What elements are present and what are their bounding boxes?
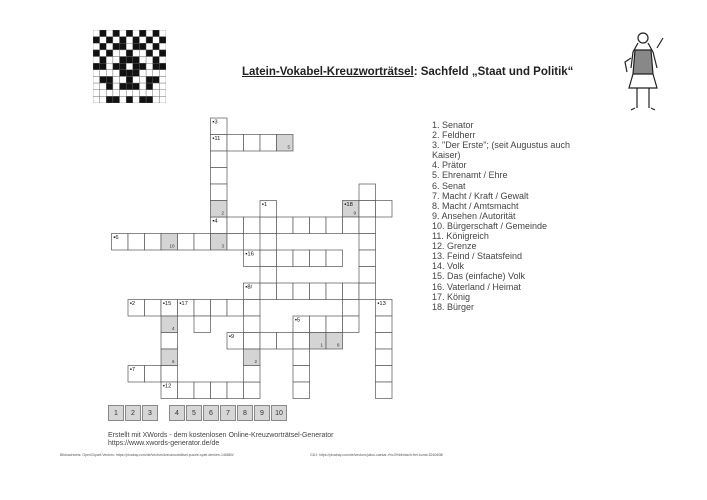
clue-item: 13. Feind / Staatsfeind [432,251,523,262]
crossword-cell[interactable] [376,349,393,366]
crossword-cell[interactable] [178,234,195,251]
clue-list [432,120,600,312]
solution-cell[interactable]: 9 [254,405,270,421]
crossword-cell[interactable] [260,333,277,350]
crossword-cell[interactable] [194,234,211,251]
crossword-cell[interactable] [293,283,310,300]
crossword-cell[interactable] [376,316,393,333]
crossword-cell[interactable] [260,234,277,251]
crossword-cell[interactable] [194,382,211,399]
crossword-cell[interactable] [326,283,343,300]
crossword-cell[interactable] [293,366,310,383]
solution-letter-label: 4 [171,326,175,331]
solution-letter-label: 8 [336,342,340,348]
crossword-cell[interactable] [293,349,310,366]
crossword-cell[interactable] [244,349,261,366]
crossword-cell[interactable] [376,366,393,383]
solution-cell[interactable]: 4 [169,405,185,421]
solution-letter-label: 9 [353,210,356,216]
crossword-cell[interactable] [277,250,294,267]
crossword-cell[interactable] [194,316,211,333]
clue-item: 11. Königreich [432,231,489,242]
solution-letter-label: 2 [254,359,257,364]
solution-letter-label: 3 [221,243,224,249]
image-credit-left: Bildnachweis: OpenClipart-Vectors: https://pixabay.com/de/vectors/kreuzworträtsel-puzzle-spiel-denken-146880/ [60,453,234,457]
crossword-cell[interactable] [260,135,277,152]
crossword-cell[interactable] [260,267,277,284]
crossword-cell[interactable] [244,366,261,383]
clue-number: ▪11 [212,136,221,142]
clue-item: 16. Vaterland / Heimat [432,281,521,292]
crossword-cell[interactable] [376,333,393,350]
crossword-cell[interactable] [359,201,376,218]
clue-item: 9. Ansehen /Autorität [432,210,516,221]
solution-cell[interactable]: 10 [271,405,287,421]
crossword-cell[interactable] [244,135,261,152]
clue-item: 4. Prätor [432,160,467,171]
crossword-cell[interactable] [359,234,376,251]
clue-number: ▪5 [294,317,301,324]
crossword-cell[interactable] [326,250,343,267]
clue-number: ▪3 [212,119,218,126]
crossword-cell[interactable] [145,366,162,383]
credit-text [108,432,334,448]
crossword-cell[interactable] [145,234,162,251]
solution-letter-label: 6 [171,359,175,364]
crossword-cell[interactable] [260,283,277,300]
crossword-cell[interactable] [376,382,393,399]
clue-number: ▪16 [245,251,254,258]
crossword-cell[interactable] [211,300,228,317]
crossword-cell[interactable] [277,135,294,152]
crossword-cell[interactable] [359,283,376,300]
page-title [242,66,602,78]
crossword-cell[interactable] [260,250,277,267]
crossword-cell[interactable] [343,316,360,333]
crossword-cell[interactable] [211,184,228,201]
crossword-cell[interactable] [211,382,228,399]
crossword-cell[interactable] [227,217,244,234]
clue-item: 8. Macht / Amtsmacht [432,200,519,211]
clue-item: 5. Ehrenamt / Ehre [432,170,508,181]
clue-item: 2. Feldherr [432,130,476,141]
crossword-cell[interactable] [244,217,261,234]
crossword-cell[interactable] [211,168,228,185]
crossword-cell[interactable] [244,382,261,399]
roman-emperor-statue-icon [619,28,667,113]
crossword-cell[interactable] [277,217,294,234]
crossword-cell[interactable] [359,184,376,201]
solution-cell[interactable]: 3 [142,405,158,421]
crossword-cell[interactable] [326,333,343,350]
solution-letter-label: 1 [320,342,323,348]
crossword-cell[interactable] [161,349,178,366]
image-credit-right: GDJ; https://pixabay.com/de/vectors/julius-caesar-r%c3%b6misch-frei-kunst-5240608/ [310,453,444,457]
solution-letter-label: 5 [287,144,290,150]
crossword-cell[interactable] [310,316,327,333]
solution-cell[interactable]: 6 [203,405,219,421]
clue-number: ▪6 [113,235,119,241]
crossword-cell[interactable] [343,283,360,300]
crossword-cell[interactable] [277,333,294,350]
crossword-grid-icon [93,30,166,103]
clue-number: ▪9 [228,334,235,340]
solution-cell[interactable]: 7 [220,405,236,421]
crossword-cell[interactable] [244,316,261,333]
crossword-cell[interactable] [359,217,376,234]
crossword-cell[interactable] [310,217,327,234]
clue-number: ▪8/ [245,284,253,291]
clue-number: ▪4 [212,218,218,225]
crossword-cell[interactable] [128,234,145,251]
crossword-cell[interactable] [161,366,178,383]
crossword-cell[interactable] [376,201,393,218]
crossword-grid [100,110,430,420]
crossword-cell[interactable] [145,300,162,317]
crossword-cell[interactable] [244,333,261,350]
clue-item: 10. Bürgerschaft / Gemeinde [432,220,548,231]
crossword-cell[interactable] [343,300,360,317]
solution-letter-label: 2 [221,210,224,216]
clue-number: ▪1 [261,202,268,208]
crossword-cell[interactable] [161,316,178,333]
clue-item: 18. Bürger [432,301,475,312]
clue-number: ▪17 [179,301,188,307]
clue-item: 1. Senator [432,120,474,130]
crossword-cell[interactable] [178,382,195,399]
crossword-cell[interactable] [227,234,244,251]
title-main: Latein-Vokabel-Kreuzworträtsel [242,66,414,78]
clue-number: ▪12 [162,383,172,390]
crossword-cell[interactable] [211,201,228,218]
crossword-cell[interactable] [310,283,327,300]
solution-cell[interactable]: 8 [237,405,253,421]
crossword-cell[interactable] [227,382,244,399]
solution-cell[interactable]: 2 [125,405,141,421]
crossword-cell[interactable] [293,382,310,399]
title-sub: : Sachfeld „Staat und Politik“ [413,66,574,78]
clue-item: 12. Grenze [432,241,477,252]
clue-item: 15. Das (einfache) Volk [432,271,526,282]
solution-cell[interactable]: 5 [186,405,202,421]
crossword-cell[interactable] [244,300,261,317]
crossword-cell[interactable] [293,250,310,267]
clue-number: ▪13 [377,301,386,307]
crossword-cell[interactable] [310,250,327,267]
clue-number: ▪15 [162,301,172,307]
crossword-cell[interactable] [343,217,360,234]
crossword-cell[interactable] [359,267,376,284]
crossword-cell[interactable] [260,217,277,234]
crossword-cell[interactable] [194,300,211,317]
clue-number: ▪18 [344,202,353,208]
clue-item: 6. Senat [432,180,466,191]
crossword-cell[interactable] [310,333,327,350]
crossword-cell[interactable] [227,135,244,152]
crossword-cell[interactable] [293,217,310,234]
clue-item: 3. "Der Erste"; (seit Augustus auch Kaiser) [432,140,570,161]
clue-number: ▪2 [129,301,136,307]
credit-line-2: https://www.xwords-generator.de/de [108,440,220,447]
crossword-cell[interactable] [293,333,310,350]
clue-item: 17. König [432,291,471,302]
crossword-cell[interactable] [161,333,178,350]
crossword-cell[interactable] [326,217,343,234]
clue-item: 14. Volk [432,261,465,272]
clue-item: 7. Macht / Kraft / Gewalt [432,190,529,201]
solution-cell[interactable]: 1 [108,405,124,421]
solution-letter-label: 10 [169,243,175,249]
crossword-cell[interactable] [326,316,343,333]
clue-number: ▪7 [129,367,136,373]
credit-line-1: Erstellt mit XWords - dem kostenlosen Online-Kreuzworträtsel-Generator [108,432,334,439]
crossword-cell[interactable] [359,250,376,267]
crossword-cell[interactable] [211,151,228,168]
crossword-cell[interactable] [211,234,228,251]
crossword-cell[interactable] [227,300,244,317]
crossword-cell[interactable] [277,283,294,300]
